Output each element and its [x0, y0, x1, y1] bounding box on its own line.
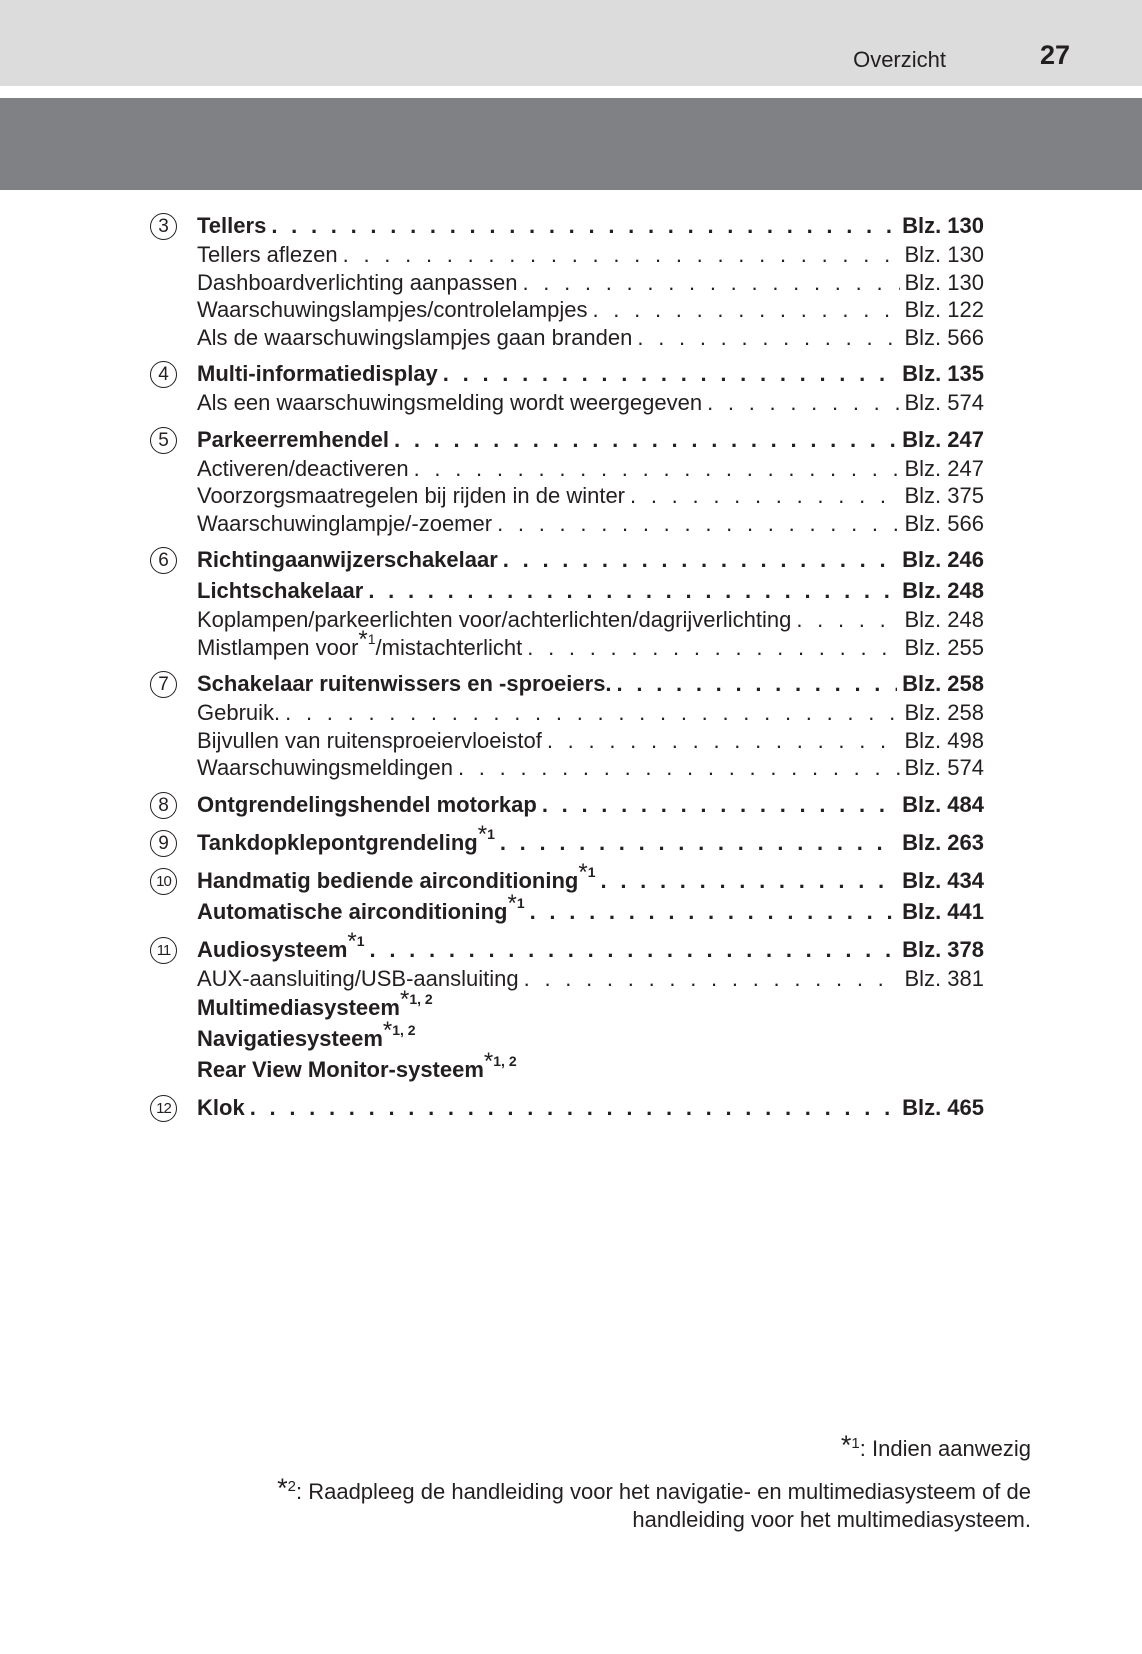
entry-text: Voorzorgsmaatregelen bij rijden in de winter — [197, 483, 626, 508]
page-reference: Blz. 498 — [904, 727, 984, 753]
leader-dots — [630, 482, 899, 510]
toc-group-6 — [150, 544, 984, 661]
leader-dots — [547, 727, 900, 755]
leader-dots — [601, 865, 898, 896]
leader-dots — [530, 896, 897, 927]
toc-subentry — [197, 241, 984, 269]
leader-dots — [443, 358, 897, 389]
entry-title — [197, 965, 519, 993]
entry-title — [197, 358, 438, 389]
entry-text: Waarschuwingslampjes/controlelampjes — [197, 297, 588, 322]
entry-title — [197, 324, 632, 352]
leader-dots — [497, 510, 899, 538]
entry-title — [197, 575, 363, 606]
footnote-marker: *1 — [347, 927, 365, 955]
entry-text: Mistlampen voor — [197, 634, 359, 660]
toc-subentry — [197, 296, 984, 324]
footnote-number: 1, 2 — [392, 1022, 416, 1038]
page-reference: Blz. 122 — [904, 297, 984, 322]
entry-text: Gebruik. — [197, 700, 281, 725]
entry-title — [197, 625, 523, 662]
footnote-line — [131, 1506, 1031, 1534]
entry-title — [197, 606, 791, 634]
footnote-number: 1 — [367, 630, 376, 647]
page-reference: Blz. 574 — [904, 755, 984, 780]
page-reference: Blz. 258 — [904, 700, 984, 725]
toc-entry — [197, 820, 984, 858]
entry-text: Als de waarschuwingslampjes gaan branden — [197, 324, 633, 350]
toc-entry — [197, 358, 984, 389]
entry-title — [197, 1048, 517, 1085]
page-reference: Blz. 381 — [904, 965, 984, 991]
entry-text: Lichtschakelaar — [197, 578, 364, 603]
footnote-marker: *1 — [358, 625, 376, 653]
header-band-dark — [0, 98, 1142, 190]
leader-dots — [542, 789, 897, 820]
page-reference: Blz. 255 — [904, 634, 984, 660]
item-number-circle: 8 — [150, 792, 177, 819]
footnote-number: 2 — [287, 1478, 296, 1495]
toc-subentry — [197, 389, 984, 417]
footnote-marker: *1 — [578, 858, 596, 886]
footnote-number: 1 — [356, 932, 365, 949]
page-reference: Blz. 248 — [902, 578, 984, 603]
leader-dots — [527, 634, 899, 662]
toc-entry — [197, 889, 984, 927]
toc-subentry — [197, 965, 984, 993]
toc-subentry — [197, 510, 984, 538]
entry-title — [197, 699, 280, 727]
toc-subentry — [197, 455, 984, 483]
entry-text: Rear View Monitor-systeem — [197, 1057, 484, 1082]
footnote-2 — [131, 1473, 1031, 1534]
toc-entry — [197, 210, 984, 241]
toc-subentry — [197, 625, 984, 662]
footnote-text: : Indien aanwezig — [859, 1436, 1031, 1461]
entry-text: Als een waarschuwingsmelding wordt weergegeven — [197, 390, 703, 415]
leader-dots — [458, 754, 900, 782]
page-reference: Blz. 258 — [902, 671, 984, 696]
page-reference: Blz. 484 — [902, 791, 984, 817]
page-reference: Blz. 247 — [904, 455, 984, 481]
leader-dots — [368, 575, 897, 606]
leader-dots — [343, 241, 900, 269]
toc-group-8 — [150, 789, 984, 820]
toc-entry — [197, 544, 984, 575]
toc-entry — [197, 986, 984, 1023]
footnote-number: 1 — [851, 1435, 860, 1452]
toc-subentry — [197, 324, 984, 352]
leader-dots — [524, 965, 900, 993]
toc-group-11 — [150, 927, 984, 1086]
page-reference: Blz. 566 — [904, 324, 984, 350]
entry-text: Waarschuwinglampje/-zoemer — [197, 510, 493, 536]
entry-text: Ontgrendelingshendel motorkap — [197, 791, 537, 817]
entry-text: Tankdopklepontgrendeling — [197, 829, 478, 855]
leader-dots — [394, 424, 897, 455]
footnote-marker: *1 — [507, 889, 525, 917]
entry-title — [197, 858, 596, 896]
item-number-circle: 11 — [150, 937, 177, 964]
page-reference: Blz. 441 — [902, 898, 984, 924]
entry-title — [197, 424, 389, 455]
page-reference: Blz. 465 — [902, 1095, 984, 1120]
footnote-text: handleiding voor het multimediasysteem. — [632, 1507, 1031, 1532]
footnote-line — [131, 1430, 1031, 1463]
item-number-circle: 12 — [150, 1095, 177, 1122]
footnote-star: * — [277, 1473, 288, 1503]
page-reference: Blz. 263 — [902, 829, 984, 855]
entry-title — [197, 389, 702, 417]
page-reference: Blz. 247 — [902, 426, 984, 452]
page-reference: Blz. 375 — [904, 483, 984, 508]
section-title: Overzicht — [853, 47, 946, 72]
page-reference: Blz. 130 — [904, 269, 984, 295]
entry-text: Automatische airconditioning — [197, 898, 508, 924]
entry-title — [197, 668, 612, 699]
leader-dots — [414, 455, 900, 483]
entry-title — [197, 455, 409, 483]
entry-title — [197, 482, 625, 510]
footnote-star: * — [840, 1430, 852, 1460]
entry-title — [197, 889, 525, 927]
toc-subentry — [197, 269, 984, 297]
entry-text: Audiosysteem — [197, 936, 348, 962]
entry-text: Navigatiesysteem — [197, 1026, 383, 1051]
item-number-circle: 5 — [150, 427, 177, 454]
item-number-circle: 6 — [150, 547, 177, 574]
entry-text: Multimediasysteem — [197, 995, 400, 1020]
leader-dots — [503, 544, 897, 575]
entry-text: Tellers aflezen — [197, 242, 338, 267]
footnotes — [131, 1430, 1031, 1544]
page-reference: Blz. 130 — [902, 213, 984, 238]
leader-dots — [250, 1092, 897, 1123]
toc-group-9 — [150, 820, 984, 858]
toc-group-4 — [150, 358, 984, 417]
toc-entry — [197, 858, 984, 896]
toc-entry — [197, 575, 984, 606]
toc-subentry — [197, 699, 984, 727]
leader-dots — [522, 269, 899, 297]
item-number-circle: 4 — [150, 361, 177, 388]
leader-dots — [285, 699, 899, 727]
toc-subentry — [197, 606, 984, 634]
footnote-marker: *1 — [477, 820, 495, 848]
toc-entry — [197, 668, 984, 699]
toc-entry — [197, 1017, 984, 1054]
entry-title — [197, 727, 542, 755]
footnote-number: 1, 2 — [409, 991, 433, 1007]
page-reference: Blz. 246 — [902, 547, 984, 572]
leader-dots — [796, 606, 899, 634]
footnote-number: 1, 2 — [493, 1053, 517, 1069]
entry-text: Waarschuwingsmeldingen — [197, 755, 453, 780]
item-number-circle: 7 — [150, 671, 177, 698]
entry-text-after: /mistachterlicht — [375, 634, 523, 660]
entry-title — [197, 296, 587, 324]
entry-text: Schakelaar ruitenwissers en -sproeiers. — [197, 671, 612, 696]
leader-dots — [271, 210, 897, 241]
entry-text: AUX-aansluiting/USB-aansluiting — [197, 965, 519, 991]
leader-dots — [707, 389, 899, 417]
entry-title — [197, 210, 266, 241]
entry-text: Dashboardverlichting aanpassen — [197, 269, 518, 295]
entry-title — [197, 927, 365, 965]
toc-subentry — [197, 482, 984, 510]
entry-text: Parkeerremhendel — [197, 426, 389, 452]
toc-entry — [197, 789, 984, 820]
entry-text: Multi-informatiedisplay — [197, 361, 438, 386]
page-reference: Blz. 135 — [902, 361, 984, 386]
toc-group-12 — [150, 1092, 984, 1123]
toc-group-7 — [150, 668, 984, 782]
footnote-marker: *1, 2 — [382, 1017, 416, 1044]
page-reference: Blz. 248 — [904, 607, 984, 632]
header-band-light — [0, 0, 1142, 86]
page-reference: Blz. 378 — [902, 936, 984, 962]
toc-entry — [197, 1048, 984, 1085]
toc-entry — [197, 927, 984, 965]
footnote-number: 1 — [516, 894, 525, 911]
footnote-text: : Raadpleeg de handleiding voor het navigatie- en multimediasysteem of de — [295, 1479, 1031, 1504]
entry-text: Koplampen/parkeerlichten voor/achterlichten/dagrijverlichting — [197, 607, 792, 632]
entry-text: Bijvullen van ruitensproeiervloeistof — [197, 727, 542, 753]
entry-text: Activeren/deactiveren — [197, 455, 409, 481]
page-reference: Blz. 566 — [904, 510, 984, 536]
toc-entry — [197, 1092, 984, 1123]
entry-title — [197, 820, 495, 858]
footnote-marker: *1, 2 — [399, 986, 433, 1013]
entry-title — [197, 1092, 245, 1123]
footnote-1 — [131, 1430, 1031, 1463]
page-reference: Blz. 130 — [904, 242, 984, 267]
item-number-circle: 3 — [150, 213, 177, 240]
entry-title — [197, 269, 517, 297]
toc-group-5 — [150, 424, 984, 538]
entry-title — [197, 754, 453, 782]
leader-dots — [617, 668, 898, 699]
toc-subentry — [197, 727, 984, 755]
toc-subentry — [197, 754, 984, 782]
footnote-number: 1 — [487, 825, 495, 842]
entry-title — [197, 241, 338, 269]
entry-text: Klok — [197, 1095, 245, 1120]
footnote-marker: *1, 2 — [483, 1048, 517, 1075]
footnote-line — [131, 1473, 1031, 1506]
leader-dots — [637, 324, 899, 352]
entry-text: Richtingaanwijzerschakelaar — [197, 547, 498, 572]
item-number-circle: 10 — [150, 868, 177, 895]
entry-text: Tellers — [197, 213, 267, 238]
page-number: 27 — [1039, 40, 1070, 70]
entry-title — [197, 510, 492, 538]
page-reference: Blz. 434 — [902, 867, 984, 893]
entry-title — [197, 789, 537, 820]
leader-dots — [500, 827, 897, 858]
toc-group-3 — [150, 210, 984, 351]
entry-text: Handmatig bediende airconditioning — [197, 867, 579, 893]
entry-title — [197, 1017, 416, 1054]
item-number-circle: 9 — [150, 830, 177, 857]
toc-group-10 — [150, 858, 984, 927]
entry-title — [197, 544, 498, 575]
table-of-contents — [150, 210, 984, 1130]
footnote-number: 1 — [587, 863, 596, 880]
toc-entry — [197, 424, 984, 455]
leader-dots — [592, 296, 899, 324]
leader-dots — [370, 934, 898, 965]
page-reference: Blz. 574 — [904, 390, 984, 415]
